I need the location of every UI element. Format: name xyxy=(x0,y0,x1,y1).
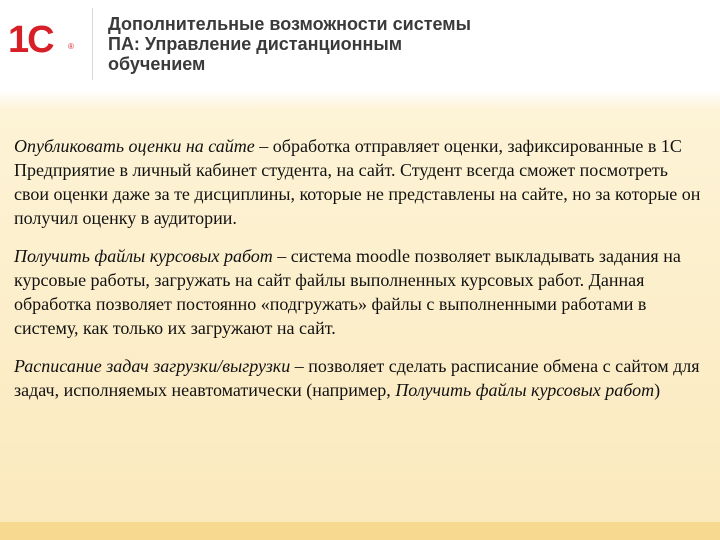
desc-publish-grades: – обработка отправляет оценки, зафиксированные в 1С Предприятие в личный кабинет студента, на сайт. Студент всегда сможет посмотреть свои оценки даже за те дисциплины, которые не представлены на сайте, но за которые он получил оценку в аудитории. xyxy=(14,136,701,228)
title-line-1: Дополнительные возможности системы xyxy=(108,14,471,34)
title-line-2: ПА: Управление дистанционным xyxy=(108,34,403,54)
slide-title xyxy=(108,14,668,74)
term-publish-grades: Опубликовать оценки на сайте xyxy=(14,136,255,156)
paragraph-schedule xyxy=(14,354,704,402)
slide-header xyxy=(0,0,720,92)
desc-schedule-end: ) xyxy=(654,380,661,400)
term-schedule-example: Получить файлы курсовых работ xyxy=(395,380,655,400)
paragraph-get-coursework xyxy=(14,244,704,340)
term-schedule: Расписание задач загрузки/выгрузки xyxy=(14,356,291,376)
footer-bar xyxy=(0,522,720,540)
desc-get-coursework: – система moodle позволяет выкладывать задания на курсовые работы, загружать на сайт файлы выполненных курсовых работ. Данная обработка позволяет постоянно «подгружать» файлы с выполненными работами в систему, как только их загружают на сайт. xyxy=(14,246,681,338)
paragraph-publish-grades xyxy=(14,134,704,230)
header-divider xyxy=(92,8,93,80)
logo-text: 1С xyxy=(8,19,53,61)
desc-schedule: – позволяет сделать расписание обмена с сайтом для задач, исполняемых неавтоматически (например, xyxy=(14,356,700,400)
title-line-3: обучением xyxy=(108,54,206,74)
term-get-coursework: Получить файлы курсовых работ xyxy=(14,246,273,266)
1c-logo xyxy=(8,20,74,60)
slide-body xyxy=(14,134,704,416)
registered-mark: ® xyxy=(68,42,74,51)
